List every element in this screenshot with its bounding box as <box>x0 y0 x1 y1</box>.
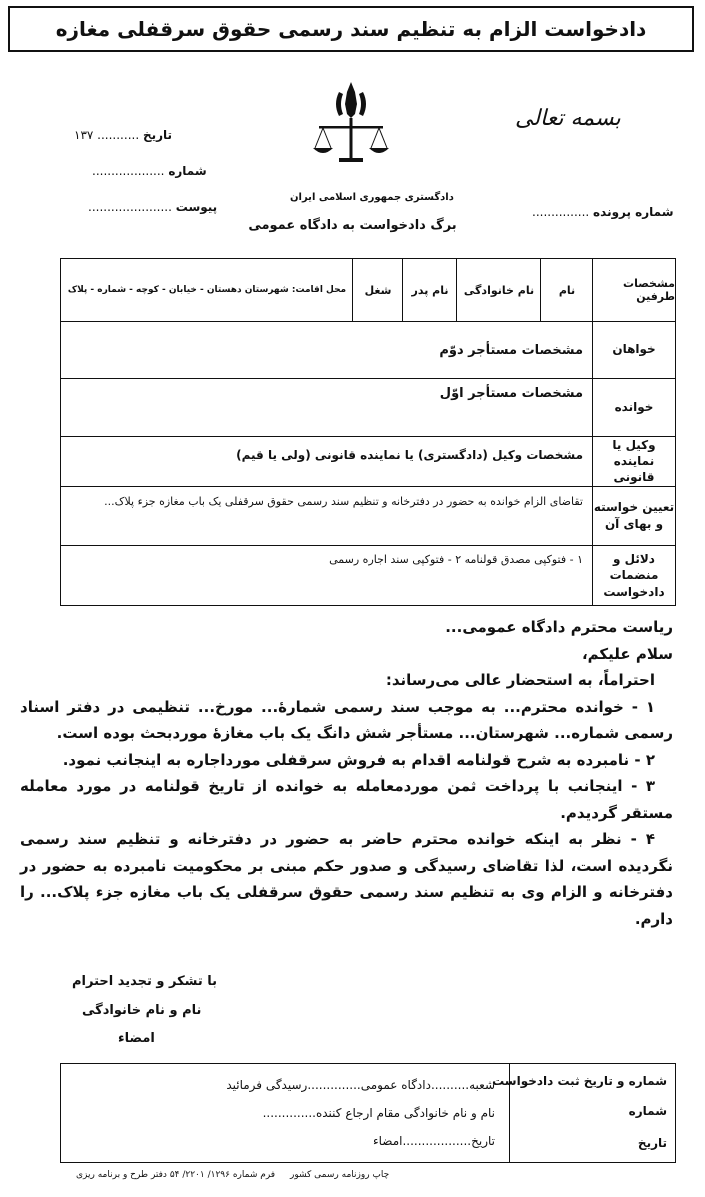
intro: احتراماً، به استحضار عالی می‌رساند: <box>385 671 655 689</box>
branch-line: شعبه..........دادگاه عمومی..............رسیدگی فرمائید <box>226 1078 495 1092</box>
row-value-evidence: ۱ - فتوکپی مصدق قولنامه ۲ - فتوکپی سند اجاره رسمی <box>329 553 583 566</box>
paragraph-1: ۱ - خوانده محترم... به موجب سند رسمی شمارهٔ... مورخ... تنظیمی در دفتر اسناد رسمی شماره... شهرستان... مستأجر شش دانگ یک باب مغازهٔ موردبحث بوده است. <box>20 697 673 742</box>
paragraph-2: ۲ - نامبرده به شرح قولنامه اقدام به فروش سرقفلی مورداجاره به اینجانب نمود. <box>62 750 655 769</box>
footer-form-code: فرم شماره ۱۲۹۶/ ۲۲۰۱/ ۵۴ دفتر طرح و برنامه ریزی <box>76 1170 276 1180</box>
number-dots: ................... <box>92 164 165 178</box>
basmala: بسمه تعالی <box>515 106 621 131</box>
paragraph-4: ۴ - نظر به اینکه خوانده محترم حاضر به حضور در دفترخانه و تنظیم سند رسمی نگردیده است، لذا تقاضای رسیدگی و صدور حکم مبنی بر محکومیت نامبرده به حضور در دفترخانه و الزام وی به تنظیم سند رسمی حقوق سرقفلی یک باب مغازه جزء پلاک... را دارم. <box>20 830 673 928</box>
table-row <box>61 545 675 606</box>
paragraph-3: ۳ - اینجانب با پرداخت ثمن موردمعامله به خوانده از تاریخ قولنامه در مورد معامله مستقر گردیدم. <box>20 777 673 822</box>
table-row <box>61 321 675 379</box>
attachment-dots: ...................... <box>88 200 172 214</box>
date-value: ۱۳۷ <box>74 128 94 142</box>
col-parties: مشخصات طرفین <box>592 259 675 321</box>
row-label-attorney: وکیل یا نماینده قانونی <box>592 436 675 486</box>
row-label-claim: تعیین خواسته و بهای آن <box>592 486 675 545</box>
table-row <box>61 436 675 487</box>
attachment-label: پیوست <box>175 200 218 214</box>
table-row <box>61 486 675 546</box>
referrer-line: نام و نام خانوادگی مقام ارجاع کننده.............. <box>262 1106 495 1120</box>
petition-body <box>20 614 673 932</box>
reg-date: تاریخ <box>637 1136 667 1150</box>
row-value-claim: تقاضای الزام خوانده به حضور در دفترخانه و تنظیم سند رسمی حقوق سرقفلی یک باب مغازه جزء پلاک... <box>104 495 583 508</box>
row-label-plaintiff: خواهان <box>592 321 675 378</box>
col-job: شغل <box>352 259 403 321</box>
iran-emblem-icon <box>305 78 397 188</box>
parties-table <box>60 258 676 606</box>
attachment-field <box>88 200 217 214</box>
name-line: نام و نام خانوادگی <box>82 1003 202 1018</box>
date-signature-line: تاریخ..................امضاء <box>372 1134 495 1148</box>
row-value-defendant: مشخصات مستأجر اوّل <box>439 386 583 401</box>
col-address: محل اقامت: شهرستان دهستان - خیابان - کوچه - شماره - پلاک <box>67 285 347 295</box>
emblem-caption: دادگستری جمهوری اسلامی ایران <box>290 192 454 203</box>
row-value-attorney: مشخصات وکیل (دادگستری) یا نماینده قانونی (ولی یا قیم) <box>236 448 583 462</box>
number-field <box>92 164 207 178</box>
case-number-label: شماره پرونده <box>593 205 674 219</box>
row-value-plaintiff: مشخصات مستأجر دوّم <box>439 343 583 358</box>
col-name: نام <box>540 259 593 321</box>
table-header-row <box>61 259 675 322</box>
subtitle: برگ دادخواست به دادگاه عمومی <box>248 218 457 233</box>
case-number-field <box>532 205 674 219</box>
signature: امضاء <box>118 1031 155 1046</box>
reg-label: شماره و تاریخ ثبت دادخواست <box>492 1074 667 1088</box>
closing: با تشکر و تجدید احترام <box>72 974 218 989</box>
date-dots: ........... <box>97 128 140 142</box>
date-label: تاریخ <box>142 128 173 142</box>
date-field <box>74 128 172 142</box>
form-title: دادخواست الزام به تنظیم سند رسمی حقوق سرقفلی مغازه <box>8 6 694 52</box>
reg-number: شماره <box>628 1104 667 1118</box>
salam: سلام علیکم، <box>581 644 673 663</box>
row-label-defendant: خوانده <box>592 378 675 436</box>
registration-box <box>60 1063 676 1163</box>
case-number-dots: ............... <box>532 205 590 219</box>
table-row <box>61 378 675 437</box>
col-father-name: نام پدر <box>402 259 457 321</box>
number-label: شماره <box>168 164 207 178</box>
col-family-name: نام خانوادگی <box>456 259 541 321</box>
footer-printer: چاپ روزنامه رسمی کشور <box>290 1170 390 1180</box>
row-label-evidence: دلائل و منضمات دادخواست <box>592 545 675 606</box>
greeting: ریاست محترم دادگاه عمومی... <box>445 618 673 636</box>
